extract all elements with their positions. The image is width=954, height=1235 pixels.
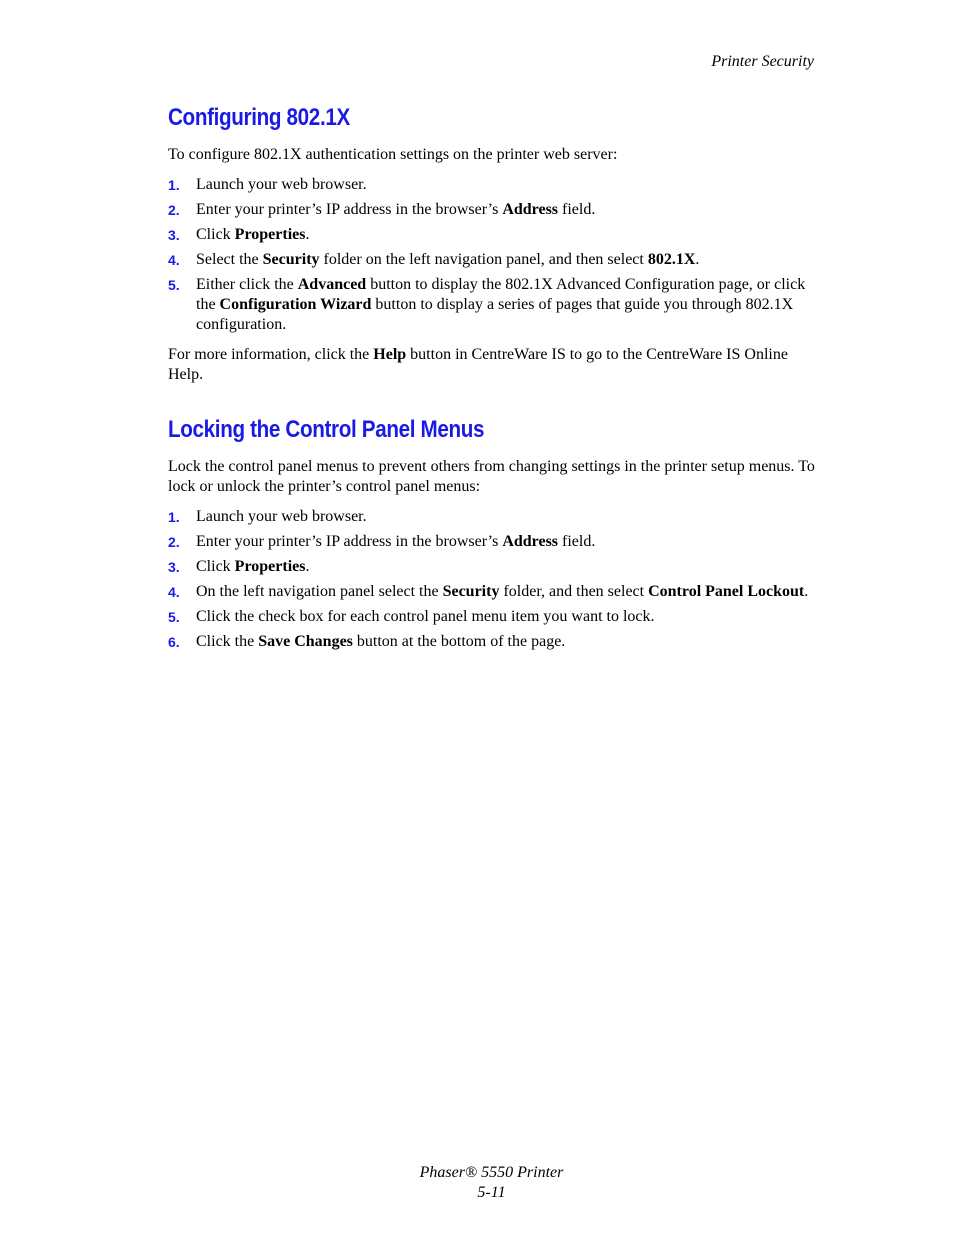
ui-term: Security	[262, 251, 320, 268]
step-number: 1.	[168, 177, 180, 193]
ui-term: Help	[373, 346, 407, 363]
step-text: .	[804, 583, 809, 600]
step-text: Launch your web browser.	[196, 508, 367, 525]
step-item	[168, 250, 818, 270]
step-item	[168, 200, 818, 220]
step-text: Click the check box for each control panel menu item you want to lock.	[196, 608, 655, 625]
step-text: folder on the left navigation panel, and then select	[319, 251, 648, 268]
step-text: Select the	[196, 251, 263, 268]
step-text: Enter your printer’s IP address in the browser’s	[196, 201, 503, 218]
step-text: Click	[196, 226, 235, 243]
step-text: Click	[196, 558, 235, 575]
step-text: button to display a series of pages that guide you through 802.1X configuration.	[196, 296, 794, 333]
ui-term: 802.1X	[647, 251, 696, 268]
steps-list	[168, 507, 818, 652]
step-item	[168, 225, 818, 245]
step-item	[168, 582, 818, 602]
step-number: 5.	[168, 609, 180, 625]
ui-term: Security	[442, 583, 500, 600]
paragraph-text: For more information, click the	[168, 346, 374, 363]
ui-term: Control Panel Lockout	[648, 583, 805, 600]
ui-term: Address	[502, 533, 559, 550]
step-text: Launch your web browser.	[196, 176, 367, 193]
step-item	[168, 275, 818, 335]
step-item	[168, 532, 818, 552]
ui-term: Properties	[234, 558, 306, 575]
step-text: .	[695, 251, 700, 268]
step-number: 6.	[168, 634, 180, 650]
section-title: Configuring 802.1X	[168, 104, 350, 131]
ui-term: Properties	[234, 226, 306, 243]
section-intro: To configure 802.1X authentication settings on the printer web server:	[168, 146, 618, 163]
step-text: field.	[558, 201, 596, 218]
step-text: folder, and then select	[499, 583, 649, 600]
step-text: .	[305, 226, 310, 243]
step-text: button to display the 802.1X Advanced Configuration page, or click the	[196, 276, 806, 313]
step-text: Enter your printer’s IP address in the browser’s	[196, 533, 503, 550]
step-item	[168, 557, 818, 577]
ui-term: Address	[502, 201, 559, 218]
step-number: 2.	[168, 534, 180, 550]
step-text: Click the	[196, 633, 259, 650]
more-info-paragraph	[168, 345, 818, 385]
step-item	[168, 632, 818, 652]
step-item	[168, 175, 818, 195]
step-text: field.	[558, 533, 596, 550]
step-number: 4.	[168, 584, 180, 600]
step-text: .	[305, 558, 310, 575]
product-name: Phaser® 5550 Printer	[419, 1164, 564, 1181]
section-configuring-8021x	[168, 102, 818, 385]
step-item	[168, 507, 818, 527]
step-text: Either click the	[196, 276, 298, 293]
steps-list	[168, 175, 818, 335]
ui-term: Configuration Wizard	[219, 296, 372, 313]
section-intro: Lock the control panel menus to prevent others from changing settings in the printer setup menus. To lock or unlock the printer’s control panel menus:	[168, 458, 815, 495]
page-footer	[390, 1163, 593, 1203]
step-text: On the left navigation panel select the	[196, 583, 443, 600]
step-number: 3.	[168, 559, 180, 575]
step-number: 1.	[168, 509, 180, 525]
step-number: 2.	[168, 202, 180, 218]
step-number: 4.	[168, 252, 180, 268]
step-item	[168, 607, 818, 627]
ui-term: Save Changes	[258, 633, 353, 650]
section-locking-control-panel	[168, 414, 818, 652]
step-text: button at the bottom of the page.	[352, 633, 566, 650]
ui-term: Advanced	[297, 276, 367, 293]
step-number: 3.	[168, 227, 180, 243]
section-title: Locking the Control Panel Menus	[168, 416, 485, 443]
page-number: 5-11	[477, 1184, 506, 1201]
step-number: 5.	[168, 277, 180, 293]
paragraph-text: button in CentreWare IS to go to the CentreWare IS Online Help.	[168, 346, 788, 383]
running-header: Printer Security	[711, 53, 814, 70]
